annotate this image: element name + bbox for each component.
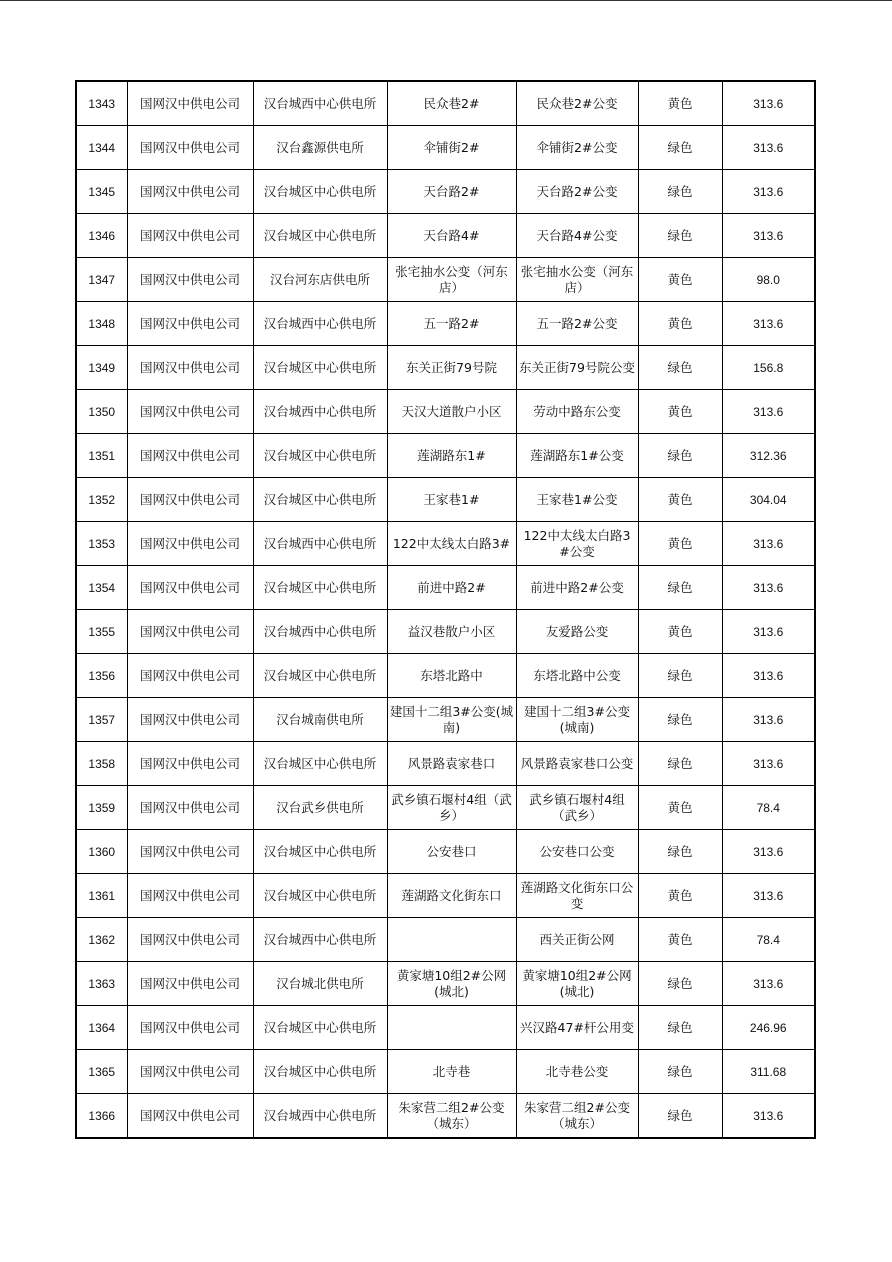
cell-transformer: 北寺巷公变 (516, 1050, 638, 1094)
cell-supply-station: 汉台城西中心供电所 (253, 918, 387, 962)
cell-row-number: 1362 (76, 918, 127, 962)
cell-status: 绿色 (638, 1050, 722, 1094)
cell-value: 246.96 (722, 1006, 815, 1050)
table-row (76, 1050, 815, 1094)
cell-transformer: 西关正街公网 (516, 918, 638, 962)
cell-row-number: 1350 (76, 390, 127, 434)
cell-supply-station: 汉台城区中心供电所 (253, 1050, 387, 1094)
cell-row-number: 1345 (76, 170, 127, 214)
cell-row-number: 1354 (76, 566, 127, 610)
table-row (76, 698, 815, 742)
cell-row-number: 1346 (76, 214, 127, 258)
cell-location: 张宅抽水公变（河东店） (387, 258, 516, 302)
cell-transformer: 风景路袁家巷口公变 (516, 742, 638, 786)
cell-company: 国网汉中供电公司 (127, 302, 253, 346)
cell-row-number: 1358 (76, 742, 127, 786)
cell-value: 156.8 (722, 346, 815, 390)
cell-location: 前进中路2# (387, 566, 516, 610)
cell-status: 绿色 (638, 742, 722, 786)
cell-status: 绿色 (638, 214, 722, 258)
cell-value: 311.68 (722, 1050, 815, 1094)
cell-transformer: 东关正街79号院公变 (516, 346, 638, 390)
cell-company: 国网汉中供电公司 (127, 1094, 253, 1139)
cell-location: 莲湖路东1# (387, 434, 516, 478)
cell-location: 伞铺街2# (387, 126, 516, 170)
cell-row-number: 1349 (76, 346, 127, 390)
cell-value: 304.04 (722, 478, 815, 522)
table-row (76, 786, 815, 830)
cell-location (387, 1006, 516, 1050)
cell-transformer: 伞铺街2#公变 (516, 126, 638, 170)
cell-status: 黄色 (638, 522, 722, 566)
table-row (76, 654, 815, 698)
cell-status: 绿色 (638, 170, 722, 214)
cell-supply-station: 汉台武乡供电所 (253, 786, 387, 830)
cell-row-number: 1357 (76, 698, 127, 742)
cell-location: 王家巷1# (387, 478, 516, 522)
table-row (76, 258, 815, 302)
cell-company: 国网汉中供电公司 (127, 918, 253, 962)
cell-status: 绿色 (638, 434, 722, 478)
cell-value: 313.6 (722, 1094, 815, 1139)
cell-company: 国网汉中供电公司 (127, 478, 253, 522)
cell-supply-station: 汉台城西中心供电所 (253, 610, 387, 654)
table-row (76, 434, 815, 478)
cell-company: 国网汉中供电公司 (127, 1050, 253, 1094)
cell-value: 313.6 (722, 170, 815, 214)
cell-company: 国网汉中供电公司 (127, 830, 253, 874)
cell-transformer: 张宅抽水公变（河东店） (516, 258, 638, 302)
cell-supply-station: 汉台城区中心供电所 (253, 742, 387, 786)
cell-transformer: 友爱路公变 (516, 610, 638, 654)
cell-row-number: 1359 (76, 786, 127, 830)
cell-status: 黄色 (638, 874, 722, 918)
table-row (76, 1006, 815, 1050)
cell-row-number: 1343 (76, 81, 127, 126)
cell-supply-station: 汉台城西中心供电所 (253, 81, 387, 126)
cell-row-number: 1356 (76, 654, 127, 698)
cell-supply-station: 汉台城区中心供电所 (253, 170, 387, 214)
cell-supply-station: 汉台城西中心供电所 (253, 302, 387, 346)
cell-row-number: 1347 (76, 258, 127, 302)
cell-company: 国网汉中供电公司 (127, 654, 253, 698)
cell-row-number: 1365 (76, 1050, 127, 1094)
table-row (76, 346, 815, 390)
table-body (76, 81, 815, 1138)
cell-location: 天台路2# (387, 170, 516, 214)
cell-value: 313.6 (722, 126, 815, 170)
table-row (76, 566, 815, 610)
cell-row-number: 1352 (76, 478, 127, 522)
cell-company: 国网汉中供电公司 (127, 874, 253, 918)
cell-supply-station: 汉台城区中心供电所 (253, 346, 387, 390)
cell-value: 78.4 (722, 786, 815, 830)
cell-location: 公安巷口 (387, 830, 516, 874)
cell-row-number: 1353 (76, 522, 127, 566)
cell-value: 313.6 (722, 214, 815, 258)
cell-transformer: 五一路2#公变 (516, 302, 638, 346)
cell-supply-station: 汉台城区中心供电所 (253, 874, 387, 918)
cell-status: 绿色 (638, 346, 722, 390)
cell-location: 东塔北路中 (387, 654, 516, 698)
cell-value: 78.4 (722, 918, 815, 962)
cell-transformer: 天台路2#公变 (516, 170, 638, 214)
cell-supply-station: 汉台鑫源供电所 (253, 126, 387, 170)
table-row (76, 610, 815, 654)
cell-supply-station: 汉台城区中心供电所 (253, 1006, 387, 1050)
cell-status: 黄色 (638, 918, 722, 962)
cell-supply-station: 汉台城区中心供电所 (253, 214, 387, 258)
cell-status: 黄色 (638, 478, 722, 522)
cell-location: 武乡镇石堰村4组（武乡） (387, 786, 516, 830)
cell-value: 313.6 (722, 962, 815, 1006)
cell-value: 313.6 (722, 81, 815, 126)
cell-company: 国网汉中供电公司 (127, 522, 253, 566)
cell-transformer: 122中太线太白路3#公变 (516, 522, 638, 566)
cell-status: 黄色 (638, 786, 722, 830)
cell-company: 国网汉中供电公司 (127, 566, 253, 610)
cell-row-number: 1363 (76, 962, 127, 1006)
cell-transformer: 劳动中路东公变 (516, 390, 638, 434)
cell-status: 绿色 (638, 654, 722, 698)
cell-company: 国网汉中供电公司 (127, 214, 253, 258)
cell-value: 313.6 (722, 742, 815, 786)
cell-value: 313.6 (722, 698, 815, 742)
cell-value: 313.6 (722, 522, 815, 566)
table-row (76, 742, 815, 786)
cell-company: 国网汉中供电公司 (127, 170, 253, 214)
cell-transformer: 黄家塘10组2#公网(城北) (516, 962, 638, 1006)
cell-status: 绿色 (638, 1094, 722, 1139)
cell-status: 黄色 (638, 390, 722, 434)
cell-transformer: 朱家营二组2#公变（城东） (516, 1094, 638, 1139)
cell-transformer: 莲湖路东1#公变 (516, 434, 638, 478)
page-top-rule (0, 0, 892, 1)
cell-supply-station: 汉台城北供电所 (253, 962, 387, 1006)
cell-company: 国网汉中供电公司 (127, 742, 253, 786)
cell-supply-station: 汉台城区中心供电所 (253, 830, 387, 874)
cell-transformer: 民众巷2#公变 (516, 81, 638, 126)
cell-transformer: 东塔北路中公变 (516, 654, 638, 698)
cell-location: 莲湖路文化街东口 (387, 874, 516, 918)
cell-location: 黄家塘10组2#公网(城北) (387, 962, 516, 1006)
cell-company: 国网汉中供电公司 (127, 962, 253, 1006)
cell-transformer: 莲湖路文化街东口公变 (516, 874, 638, 918)
cell-location: 122中太线太白路3# (387, 522, 516, 566)
table-row (76, 830, 815, 874)
cell-supply-station: 汉台城区中心供电所 (253, 654, 387, 698)
cell-transformer: 武乡镇石堰村4组（武乡） (516, 786, 638, 830)
cell-status: 绿色 (638, 962, 722, 1006)
cell-location: 北寺巷 (387, 1050, 516, 1094)
cell-status: 黄色 (638, 610, 722, 654)
cell-value: 313.6 (722, 874, 815, 918)
cell-transformer: 公安巷口公变 (516, 830, 638, 874)
cell-company: 国网汉中供电公司 (127, 1006, 253, 1050)
table-row (76, 126, 815, 170)
cell-transformer: 建国十二组3#公变(城南) (516, 698, 638, 742)
table-row (76, 918, 815, 962)
cell-row-number: 1344 (76, 126, 127, 170)
cell-row-number: 1366 (76, 1094, 127, 1139)
cell-status: 绿色 (638, 126, 722, 170)
cell-company: 国网汉中供电公司 (127, 434, 253, 478)
table-row (76, 170, 815, 214)
cell-status: 黄色 (638, 258, 722, 302)
cell-supply-station: 汉台城区中心供电所 (253, 478, 387, 522)
cell-value: 313.6 (722, 610, 815, 654)
cell-location: 天台路4# (387, 214, 516, 258)
cell-location: 东关正街79号院 (387, 346, 516, 390)
cell-status: 绿色 (638, 698, 722, 742)
cell-value: 313.6 (722, 654, 815, 698)
cell-row-number: 1360 (76, 830, 127, 874)
cell-transformer: 王家巷1#公变 (516, 478, 638, 522)
cell-company: 国网汉中供电公司 (127, 346, 253, 390)
cell-value: 313.6 (722, 302, 815, 346)
table-row (76, 874, 815, 918)
table-row (76, 478, 815, 522)
cell-status: 绿色 (638, 566, 722, 610)
cell-supply-station: 汉台城南供电所 (253, 698, 387, 742)
cell-value: 98.0 (722, 258, 815, 302)
cell-supply-station: 汉台城区中心供电所 (253, 566, 387, 610)
table-row (76, 1094, 815, 1139)
cell-location: 天汉大道散户小区 (387, 390, 516, 434)
cell-location: 建国十二组3#公变(城南) (387, 698, 516, 742)
cell-location (387, 918, 516, 962)
cell-company: 国网汉中供电公司 (127, 698, 253, 742)
cell-value: 313.6 (722, 390, 815, 434)
cell-transformer: 前进中路2#公变 (516, 566, 638, 610)
cell-transformer: 兴汉路47#杆公用变 (516, 1006, 638, 1050)
cell-status: 黄色 (638, 81, 722, 126)
cell-status: 黄色 (638, 302, 722, 346)
cell-row-number: 1351 (76, 434, 127, 478)
cell-row-number: 1348 (76, 302, 127, 346)
cell-row-number: 1361 (76, 874, 127, 918)
cell-transformer: 天台路4#公变 (516, 214, 638, 258)
table-row (76, 302, 815, 346)
cell-location: 风景路袁家巷口 (387, 742, 516, 786)
cell-status: 绿色 (638, 830, 722, 874)
cell-status: 绿色 (638, 1006, 722, 1050)
cell-company: 国网汉中供电公司 (127, 786, 253, 830)
cell-row-number: 1355 (76, 610, 127, 654)
table-row (76, 81, 815, 126)
cell-company: 国网汉中供电公司 (127, 81, 253, 126)
cell-row-number: 1364 (76, 1006, 127, 1050)
cell-supply-station: 汉台城区中心供电所 (253, 434, 387, 478)
table-row (76, 390, 815, 434)
cell-location: 益汉巷散户小区 (387, 610, 516, 654)
cell-value: 312.36 (722, 434, 815, 478)
cell-company: 国网汉中供电公司 (127, 126, 253, 170)
cell-company: 国网汉中供电公司 (127, 610, 253, 654)
table-row (76, 522, 815, 566)
cell-supply-station: 汉台城西中心供电所 (253, 522, 387, 566)
cell-supply-station: 汉台城西中心供电所 (253, 390, 387, 434)
data-table (75, 80, 816, 1139)
cell-supply-station: 汉台河东店供电所 (253, 258, 387, 302)
cell-company: 国网汉中供电公司 (127, 258, 253, 302)
table-row (76, 962, 815, 1006)
cell-location: 民众巷2# (387, 81, 516, 126)
cell-location: 朱家营二组2#公变（城东） (387, 1094, 516, 1139)
cell-value: 313.6 (722, 830, 815, 874)
table-row (76, 214, 815, 258)
cell-company: 国网汉中供电公司 (127, 390, 253, 434)
cell-value: 313.6 (722, 566, 815, 610)
cell-location: 五一路2# (387, 302, 516, 346)
cell-supply-station: 汉台城西中心供电所 (253, 1094, 387, 1139)
